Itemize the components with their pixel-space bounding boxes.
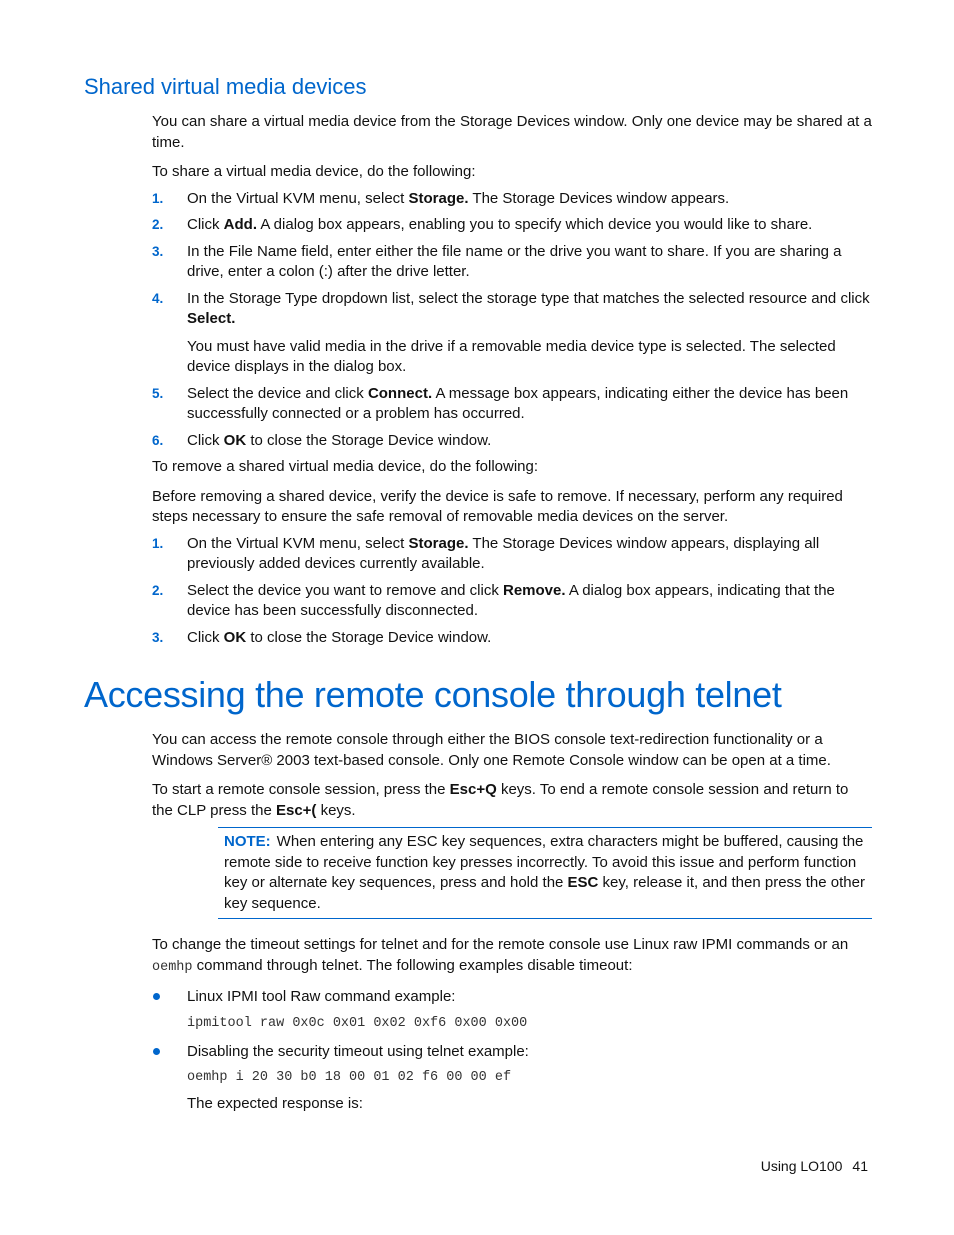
step-bold: OK [223, 628, 247, 646]
page-footer [761, 1158, 868, 1174]
step-bold: Storage. [408, 534, 469, 552]
telnet-intro-paragraph: You can access the remote console through either the BIOS console text-redirection functionality or a Windows Server® 2003 text-based console. Only one Remote Console window can be open at a time. [152, 731, 831, 769]
share-step [152, 384, 872, 425]
share-step [152, 242, 872, 283]
example-label: Linux IPMI tool Raw command example: [187, 988, 456, 1005]
remove-step [152, 581, 872, 622]
step-number: 2. [152, 217, 164, 232]
step-number: 3. [152, 629, 164, 645]
step-text: Select the device you want to remove and click [187, 581, 503, 599]
start-text: keys. To end a remote console session and return to the CLP press the [152, 781, 849, 819]
step-number: 2. [152, 582, 164, 598]
code-example: ipmitool raw 0x0c 0x01 0x02 0xf6 0x00 0x00 [187, 1015, 528, 1031]
key-esc: ESC [567, 874, 599, 891]
start-text: To start a remote console session, press the [152, 781, 450, 798]
step-number: 4. [152, 290, 164, 306]
section-body-shared-media [152, 112, 872, 654]
expected-response-text: The expected response is: [187, 1095, 363, 1112]
note-body: key, release it, and then press the other key sequence. [224, 874, 865, 912]
step-bold: Connect. [367, 384, 433, 402]
share-step [152, 215, 872, 236]
examples-list [152, 987, 872, 1115]
note-label: NOTE: [224, 833, 271, 850]
step-text: Click [187, 628, 224, 646]
intro-paragraph: You can share a virtual media device from the Storage Devices window. Only one device may be shared at a time. [152, 113, 872, 151]
share-lead-paragraph: To share a virtual media device, do the following: [152, 163, 476, 180]
step-text: Click [187, 216, 224, 233]
note-text [224, 832, 866, 914]
bullet-icon [153, 1048, 160, 1055]
step-bold: Select. [187, 310, 236, 327]
timeout-paragraph [152, 935, 872, 978]
key-esc-q: Esc+Q [449, 781, 497, 798]
inline-code-oemhp: oemhp [152, 959, 193, 975]
key-esc-paren: Esc+( [275, 801, 317, 819]
timeout-text: command through telnet. The following examples disable timeout: [192, 956, 633, 974]
start-text: keys. [316, 801, 356, 819]
page-number: 41 [852, 1158, 868, 1174]
note-box [218, 827, 872, 919]
step-text: A dialog box appears, indicating that the device has been successfully disconnected. [187, 581, 835, 619]
remove-steps-list [152, 534, 872, 649]
step-text: In the Storage Type dropdown list, select the storage type that matches the selected resource and click [187, 289, 870, 307]
remove-step [152, 628, 872, 649]
step-number: 1. [152, 535, 164, 551]
bullet-icon [153, 993, 160, 1000]
step-text: Click [187, 431, 224, 449]
step-text: On the Virtual KVM menu, select [187, 189, 409, 207]
step-text: A message box appears, indicating either the device has been successfully connected or a problem has occurred. [187, 384, 849, 422]
share-step [152, 289, 872, 378]
step-text: Select the device and click [187, 384, 368, 402]
note-body: When entering any ESC key sequences, extra characters might be buffered, causing the remote side to receive function key presses incorrectly. To avoid this issue and perform function key or alternate key sequences, press and hold the [224, 833, 864, 891]
step-text: to close the Storage Device window. [246, 628, 492, 646]
example-item [152, 987, 872, 1034]
section-body-telnet [152, 730, 872, 1119]
step-text: The Storage Devices window appears. [468, 189, 730, 207]
step-bold: OK [223, 431, 247, 449]
section-heading-shared-media: Shared virtual media devices [84, 74, 367, 99]
example-label: Disabling the security timeout using telnet example: [187, 1042, 529, 1060]
start-session-paragraph [152, 780, 872, 821]
share-step [152, 431, 872, 452]
share-step [152, 189, 872, 210]
step-bold: Remove. [503, 581, 566, 599]
footer-label: Using LO100 [760, 1158, 843, 1174]
remove-lead-paragraph: To remove a shared virtual media device, do the following: [152, 458, 539, 475]
step-number: 3. [152, 243, 164, 259]
step-number: 6. [152, 432, 164, 448]
step-subparagraph: You must have valid media in the drive if a removable media device type is selected. The selected device displays in the dialog box. [187, 337, 836, 375]
step-number: 1. [152, 190, 164, 206]
timeout-text: To change the timeout settings for telnet and for the remote console use Linux raw IPMI commands or an [152, 936, 849, 953]
code-example: oemhp i 20 30 b0 18 00 01 02 f6 00 00 ef [187, 1070, 512, 1085]
step-text: to close the Storage Device window. [246, 431, 492, 449]
step-bold: Storage. [408, 189, 469, 207]
step-text: A dialog box appears, enabling you to specify which device you would like to share. [257, 216, 813, 233]
step-text: The Storage Devices window appears, displaying all previously added devices currently available. [187, 534, 820, 572]
step-text: On the Virtual KVM menu, select [187, 534, 409, 552]
step-bold: Add. [223, 216, 257, 233]
share-steps-list [152, 189, 872, 452]
section-heading-telnet: Accessing the remote console through telnet [84, 674, 782, 715]
remove-step [152, 534, 872, 575]
step-number: 5. [152, 385, 164, 401]
remove-note-paragraph: Before removing a shared device, verify the device is safe to remove. If necessary, perform any required steps necessary to ensure the safe removal of removable media devices on the server. [152, 487, 843, 525]
step-text: In the File Name field, enter either the file name or the drive you want to share. If you are sharing a drive, enter a colon (:) after the drive letter. [187, 242, 842, 280]
example-item [152, 1042, 872, 1115]
